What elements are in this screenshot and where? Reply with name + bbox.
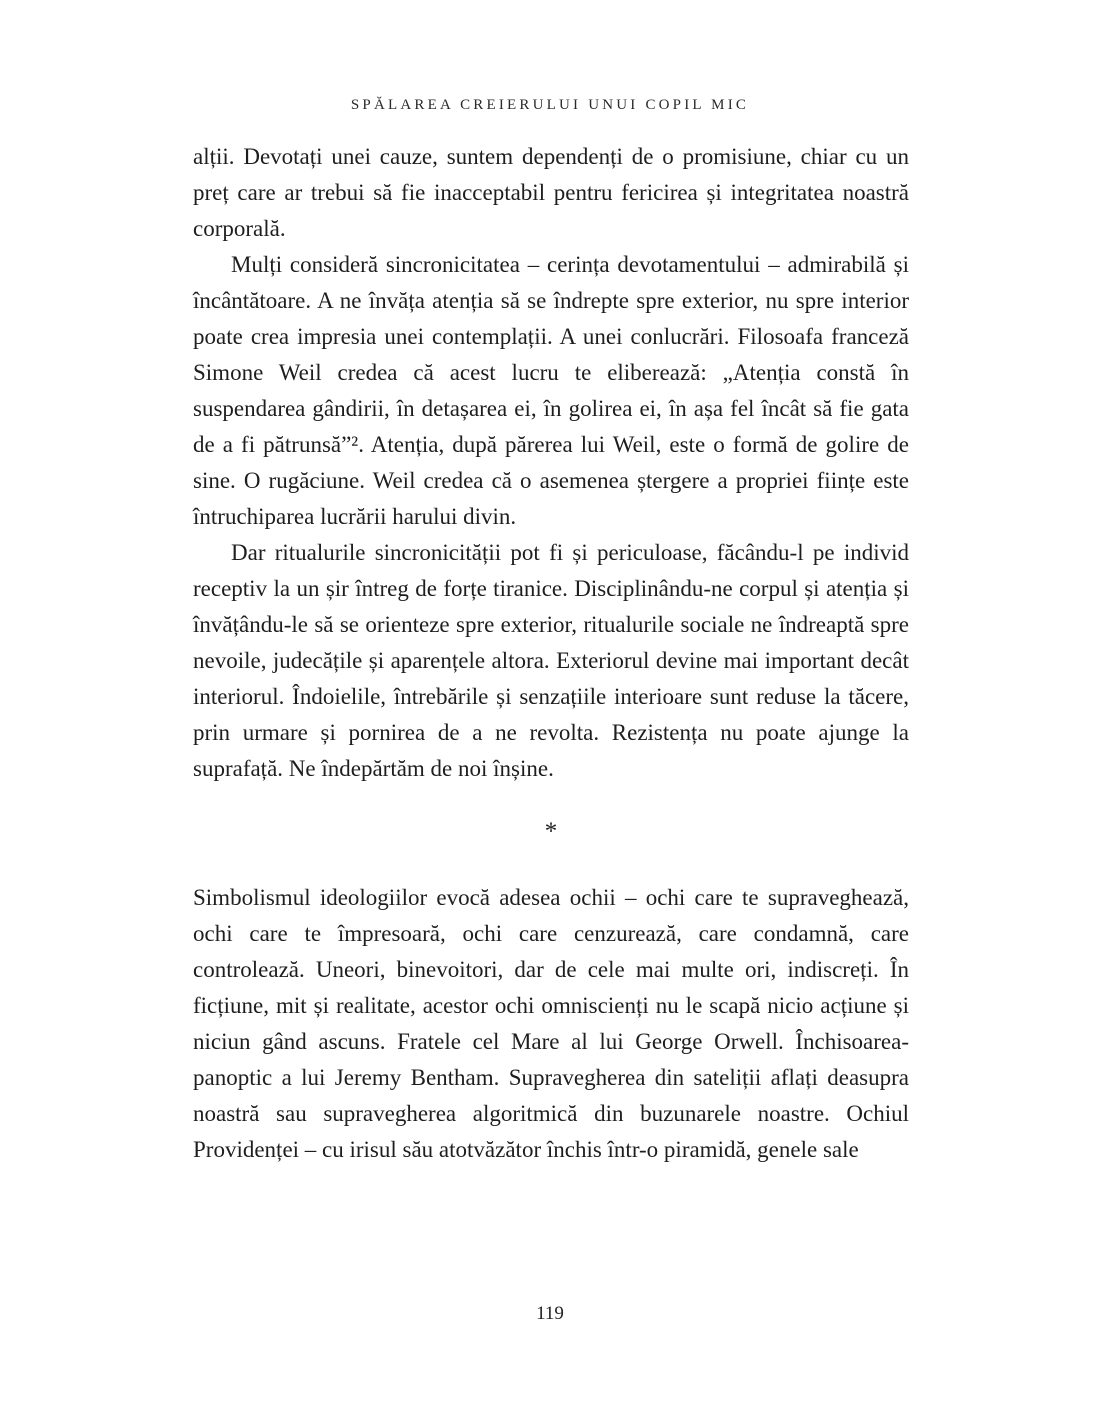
paragraph-continuation: alții. Devotați unei cauze, suntem dependenți de o promisiune, chiar cu un preț care ar trebui să fie inacceptabil pentru fericirea și integritatea noastră corporală. bbox=[193, 144, 909, 241]
page-body bbox=[193, 139, 909, 1168]
page-number: 119 bbox=[536, 1303, 564, 1324]
paragraph: Simbolismul ideologiilor evocă adesea ochii – ochi care te supraveghează, ochi care te împresoară, ochi care cenzurează, care condamnă, care controlează. Uneori, binevoitori, dar de cele mai multe ori, indiscreți. În ficțiune, mit și realitate, acestor ochi omniscienți nu le scapă nicio acțiune și niciun gând ascuns. Fratele cel Mare al lui George Orwell. Închisoarea-panoptic a lui Jeremy Bentham. Supravegherea din sateliții aflați deasupra noastră sau supravegherea algoritmică din buzunarele noastre. Ochiul Providenței – cu irisul său atotvăzător închis într-o piramidă, genele sale bbox=[193, 885, 909, 1162]
paragraph: Dar ritualurile sincronicității pot fi și periculoase, făcându-l pe individ receptiv la un șir întreg de forțe tiranice. Disciplinându-ne corpul și atenția și învățându-le să se orienteze spre exterior, ritualurile sociale ne îndreaptă spre nevoile, judecățile și aparențele altora. Exteriorul devine mai important decât interiorul. Îndoielile, întrebările și senzațiile interioare sunt reduse la tăcere, prin urmare și pornirea de a ne revolta. Rezistența nu poate ajunge la suprafață. Ne îndepărtăm de noi înșine. bbox=[193, 540, 909, 781]
section-separator-star: * bbox=[544, 818, 558, 845]
paragraph: Mulți consideră sincronicitatea – cerința devotamentului – admirabilă și încântătoare. A ne învăța atenția să se îndrepte spre exterior, nu spre interior poate crea impresia unei contemplații. A unei conlucrări. Filosoafa franceză Simone Weil credea că acest lucru te eliberează: „Atenția constă în suspendarea gândirii, în detașarea ei, în golirea ei, în așa fel încât să fie gata de a fi pătrunsă”². Atenția, după părerea lui Weil, este o formă de golire de sine. O rugăciune. Weil credea că o asemenea ștergere a propriei ființe este întruchiparea lucrării harului divin. bbox=[193, 252, 909, 529]
running-header: SPĂLAREA CREIERULUI UNUI COPIL MIC bbox=[350, 97, 750, 113]
